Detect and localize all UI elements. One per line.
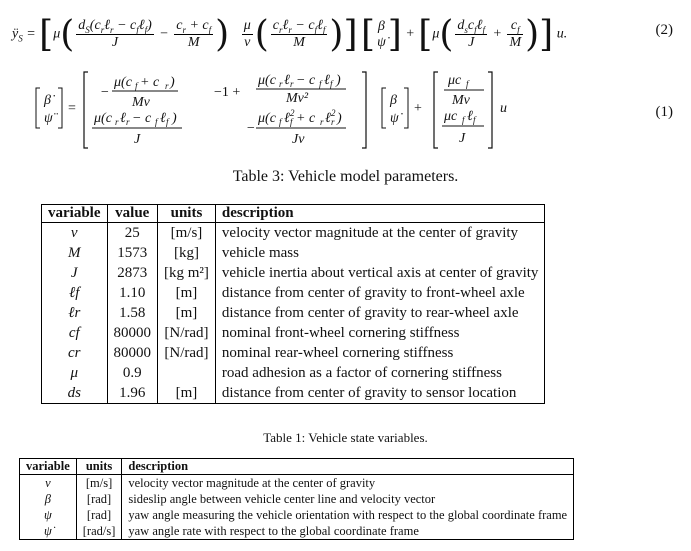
header-units: units: [158, 205, 216, 223]
svg-text:): ): [172, 111, 177, 126]
cell-units: [kg]: [158, 243, 216, 263]
cell-units: [m]: [158, 283, 216, 303]
cell-value: 1.10: [107, 283, 158, 303]
svg-text:Mv²: Mv²: [286, 91, 309, 106]
table3: [41, 204, 545, 404]
svg-text:−: −: [246, 121, 256, 136]
svg-text:): ): [337, 111, 342, 126]
equation-number: (2): [655, 22, 673, 38]
cell-variable: cf: [42, 323, 108, 343]
svg-text:r: r: [126, 117, 130, 127]
cell-units: [m]: [158, 303, 216, 323]
svg-text:ℓ: ℓ: [284, 73, 290, 88]
cell-units: [m/s]: [158, 223, 216, 244]
cell-value: 0.9: [107, 363, 158, 383]
svg-text:Mv: Mv: [132, 95, 150, 110]
cell-variable: ℓr: [42, 303, 108, 323]
cell-value: 1.96: [107, 383, 158, 404]
equation-number: (1): [655, 104, 673, 120]
svg-text:+: +: [414, 101, 422, 116]
svg-text:ℓ: ℓ: [324, 73, 330, 88]
cell-units: [kg m²]: [158, 263, 216, 283]
cell-variable: J: [42, 263, 108, 283]
svg-text:f: f: [279, 117, 282, 127]
svg-text:f: f: [462, 115, 465, 125]
cell-variable: μ: [42, 363, 108, 383]
svg-text:ℓ: ℓ: [284, 111, 290, 126]
cell-value: 80000: [107, 323, 158, 343]
svg-text:− c: − c: [132, 111, 152, 126]
svg-text:f: f: [466, 79, 469, 89]
svg-text:f: f: [330, 79, 333, 89]
cell-variable: v: [42, 223, 108, 244]
cell-units: [N/rad]: [158, 343, 216, 363]
header-variable: variable: [42, 205, 108, 223]
header-value: value: [107, 205, 158, 223]
svg-text:μ(c: μ(c: [258, 73, 276, 88]
svg-text:ℓ: ℓ: [467, 109, 473, 124]
svg-text:μc: μc: [444, 109, 458, 124]
svg-text:r: r: [331, 117, 335, 127]
header-description: description: [215, 205, 545, 223]
cell-variable: ψ̇: [20, 523, 77, 540]
cell-description: distance from center of gravity to rear-wheel axle: [221, 304, 519, 321]
table3-caption: Table 3: Vehicle model parameters.: [232, 168, 459, 185]
cell-units: [N/rad]: [158, 323, 216, 343]
table-row: [42, 283, 545, 303]
cell-units: [rad]: [76, 491, 122, 507]
svg-text:): ): [170, 75, 175, 90]
svg-text:r: r: [165, 81, 169, 91]
svg-text:β: β: [390, 93, 397, 108]
svg-text:u: u: [500, 101, 507, 116]
cell-description: velocity vector magnitude at the center of gravity: [221, 224, 519, 241]
equation-2: [0, 6, 691, 56]
cell-variable: M: [42, 243, 108, 263]
cell-description: vehicle inertia about vertical axis at center of gravity: [221, 264, 539, 281]
cell-variable: cr: [42, 343, 108, 363]
svg-text:f: f: [319, 79, 322, 89]
table-row: [42, 243, 545, 263]
svg-text:Jv: Jv: [292, 132, 305, 147]
equation-1: [0, 66, 691, 156]
svg-text:ℓ: ℓ: [325, 111, 331, 126]
table-row: [42, 363, 545, 383]
table-row: [42, 263, 545, 283]
table1-caption: Table 1: Vehicle state variables.: [263, 430, 428, 445]
cell-description: velocity vector magnitude at the center of gravity: [128, 475, 376, 490]
cell-variable: β: [20, 491, 77, 507]
cell-value: 1573: [107, 243, 158, 263]
svg-text:ℓ: ℓ: [120, 111, 126, 126]
cell-variable: ℓf: [42, 283, 108, 303]
svg-text:β̇: β̇: [44, 93, 51, 108]
table-row: [42, 303, 545, 323]
svg-text:r: r: [320, 117, 324, 127]
svg-text:+ c: + c: [296, 111, 316, 126]
equation-1-matrix: [0, 66, 600, 156]
cell-units: [m/s]: [76, 475, 122, 492]
svg-text:μ(c: μ(c: [94, 111, 112, 126]
header-units: units: [76, 459, 122, 475]
svg-text:f: f: [473, 115, 476, 125]
svg-text:ψ̈: ψ̈: [44, 111, 53, 126]
table-row: [20, 507, 574, 523]
svg-text:=: =: [68, 101, 76, 116]
cell-variable: ψ: [20, 507, 77, 523]
cell-variable: v: [20, 475, 77, 492]
cell-units: [m]: [158, 383, 216, 404]
cell-value: 1.58: [107, 303, 158, 323]
table-row: [42, 323, 545, 343]
svg-text:ℓ: ℓ: [160, 111, 166, 126]
svg-text:Mv: Mv: [452, 93, 470, 108]
header-variable: variable: [20, 459, 77, 475]
cell-description: vehicle mass: [221, 244, 299, 261]
cell-variable: ds: [42, 383, 108, 404]
table-row: [42, 383, 545, 404]
svg-text:f: f: [290, 117, 293, 127]
svg-text:r: r: [115, 117, 119, 127]
table-row: [20, 523, 574, 540]
cell-units: [rad]: [76, 507, 122, 523]
svg-text:2: 2: [290, 108, 295, 118]
table-row: [42, 223, 545, 244]
cell-description: yaw angle rate with respect to the global coordinate frame: [128, 523, 419, 538]
svg-text:f: f: [155, 117, 158, 127]
table1: [19, 458, 574, 540]
svg-text:+ c: + c: [140, 75, 160, 90]
table-header-row: [20, 459, 574, 475]
cell-description: road adhesion as a factor of cornering stiffness: [221, 364, 502, 381]
cell-description: distance from center of gravity to sensor location: [221, 384, 517, 401]
header-description: description: [122, 459, 574, 475]
svg-text:μ(c: μ(c: [114, 75, 132, 90]
table-row: [20, 491, 574, 507]
svg-text:): ): [336, 73, 341, 88]
svg-text:− c: − c: [296, 73, 316, 88]
svg-text:−: −: [100, 85, 110, 100]
svg-text:2: 2: [331, 108, 336, 118]
svg-text:J: J: [134, 132, 141, 147]
svg-text:f: f: [135, 81, 138, 91]
svg-text:r: r: [279, 79, 283, 89]
equation-2-body: $ÿ_S = [\mu$( $\frac{d_S(c_r\ell_r - c_f\ell_f)}{J}$ − $\frac{c_r + c_f}{M}$ ) $\frac{\mu}{v}$ ( $\frac{c_r\ell_r - c_f\ell_f}{M}$ )] [ β ψ̇ ] + [μ( $\frac{d_sc_f\ell_f}{J}$ + $\frac{c_f}{M}$ )] u.: [12, 14, 568, 55]
cell-value: 25: [107, 223, 158, 244]
cell-units: [rad/s]: [76, 523, 122, 540]
table-row: [20, 475, 574, 492]
cell-description: nominal front-wheel cornering stiffness: [221, 324, 460, 341]
svg-text:μ(c: μ(c: [258, 111, 276, 126]
cell-description: distance from center of gravity to front-wheel axle: [221, 284, 525, 301]
svg-text:r: r: [290, 79, 294, 89]
svg-text:−1 +: −1 +: [214, 85, 241, 100]
svg-text:μc: μc: [448, 73, 462, 88]
svg-text:f: f: [166, 117, 169, 127]
cell-description: yaw angle measuring the vehicle orientation with respect to the global coordinate frame: [128, 507, 568, 522]
svg-text:J: J: [459, 131, 466, 146]
cell-description: sideslip angle between vehicle center line and velocity vector: [128, 491, 436, 506]
cell-value: 2873: [107, 263, 158, 283]
svg-text:ψ̇: ψ̇: [390, 111, 399, 126]
table-row: [42, 343, 545, 363]
cell-units: [158, 363, 216, 383]
cell-description: nominal rear-wheel cornering stiffness: [221, 344, 454, 361]
table-header-row: [42, 205, 545, 223]
cell-value: 80000: [107, 343, 158, 363]
